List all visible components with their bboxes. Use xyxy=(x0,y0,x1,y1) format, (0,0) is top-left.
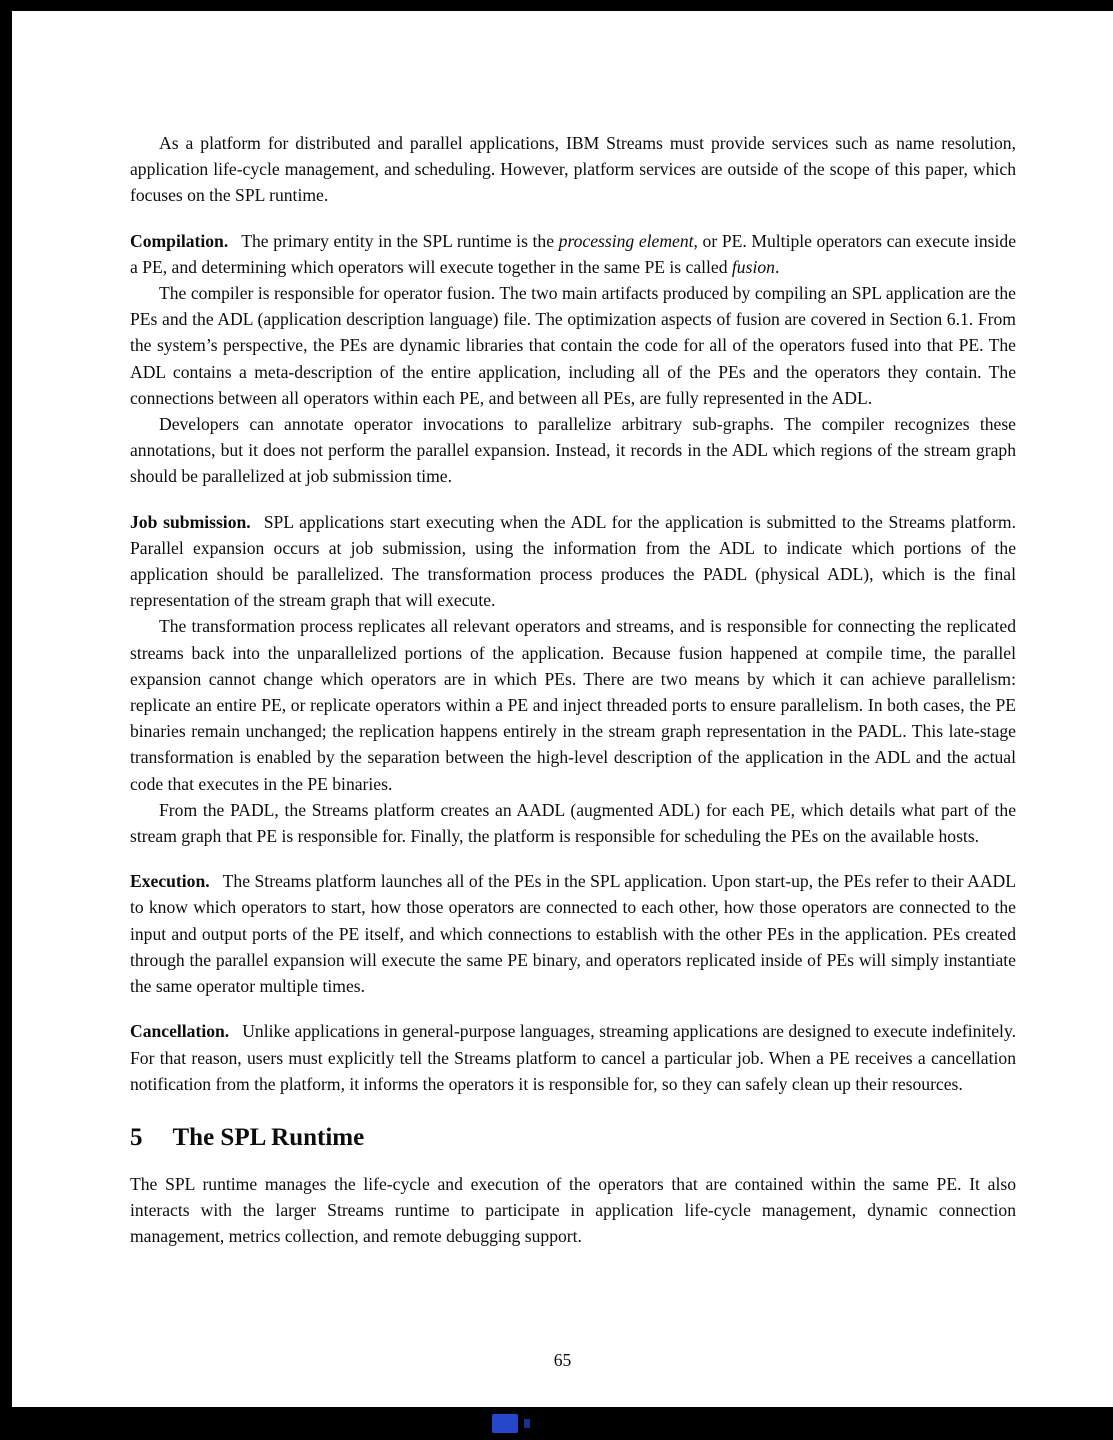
bottom-bar xyxy=(0,1407,1113,1440)
taskbar-speck-icon xyxy=(524,1419,530,1428)
paragraph-label: Compilation. xyxy=(130,230,229,251)
paragraph: The SPL runtime manages the life-cycle and execution of the operators that are contained within the same PE. It also interacts with the larger Streams runtime to participate in application life-cycle management, dynamic connection management, metrics collection, and remote debugging support. xyxy=(130,1173,1016,1247)
paragraph-label: Job submission. xyxy=(130,511,251,532)
document-body xyxy=(130,130,1016,1250)
section-number: 5 xyxy=(130,1123,143,1151)
labeled-paragraph: Compilation. The primary entity in the SPL runtime is the processing element, or PE. Multiple operators can execute inside a PE, and determining which operators will execute together in the same PE is called fusion. xyxy=(130,230,1017,277)
paragraph-label: Cancellation. xyxy=(130,1021,230,1042)
document-page xyxy=(12,11,1113,1407)
paragraph: The transformation process replicates all relevant operators and streams, and is responsible for connecting the replicated streams back into the unparallelized portions of the application. Because fusion happened at compile time, the parallel expansion cannot change which operators are in which PEs. There are two means by which it can achieve parallelism: replicate an entire PE, or replicate operators within a PE and inject threaded ports to ensure parallelism. In both cases, the PE binaries remain unchanged; the replication happens entirely in the stream graph representation in the PADL. This late-stage transformation is enabled by the separation between the high-level description of the application in the ADL and the actual code that executes in the PE binaries. xyxy=(130,616,1016,794)
paragraph-label: Execution. xyxy=(130,871,210,892)
paragraph: The compiler is responsible for operator fusion. The two main artifacts produced by compiling an SPL application are the PEs and the ADL (application description language) file. The optimization aspects of fusion are covered in Section 6.1. From the system’s perspective, the PEs are dynamic libraries that contain the code for all of the operators fused into that PE. The ADL contains a meta-description of the entire application, including all of the PEs and the operators they contain. The connections between all operators within each PE, and between all PEs, are fully represented in the ADL. xyxy=(130,283,1016,408)
labeled-paragraph: Execution. The Streams platform launches all of the PEs in the SPL application. Upon start-up, the PEs refer to their AADL to know which operators to start, how those operators are connected to each other, how those operators are connected to the input and output ports of the PE itself, and which connections to establish with the other PEs in the application. PEs created through the parallel expansion will execute the same PE binary, and operators replicated inside of PEs will simply instantiate the same operator multiple times. xyxy=(130,871,1016,997)
paragraph: From the PADL, the Streams platform creates an AADL (augmented ADL) for each PE, which details what part of the stream graph that PE is responsible for. Finally, the platform is responsible for scheduling the PEs on the available hosts. xyxy=(130,799,1016,847)
labeled-paragraph: Cancellation. Unlike applications in general-purpose languages, streaming applications are designed to execute indefinitely. For that reason, users must explicitly tell the Streams platform to cancel a particular job. When a PE receives a cancellation notification from the platform, it informs the operators it is responsible for, so they can safely clean up their resources. xyxy=(130,1021,1016,1094)
labeled-paragraph: Job submission. SPL applications start executing when the ADL for the application is submitted to the Streams platform. Parallel expansion occurs at job submission, using the information from the ADL to indicate which portions of the application should be parallelized. The transformation process produces the PADL (physical ADL), which is the final representation of the stream graph that will execute. xyxy=(130,511,1016,611)
taskbar-icon[interactable] xyxy=(492,1414,518,1433)
page-number: 65 xyxy=(553,1350,572,1370)
paragraph: As a platform for distributed and parallel applications, IBM Streams must provide services such as name resolution, application life-cycle management, and scheduling. However, platform services are outside of the scope of this paper, which focuses on the SPL runtime. xyxy=(130,133,1016,206)
section-title: The SPL Runtime xyxy=(172,1123,365,1151)
paragraph: Developers can annotate operator invocations to parallelize arbitrary sub-graphs. The compiler recognizes these annotations, but it does not perform the parallel expansion. Instead, it records in the ADL which regions of the stream graph should be parallelized at job submission time. xyxy=(130,414,1016,487)
section-heading xyxy=(130,1124,1016,1152)
